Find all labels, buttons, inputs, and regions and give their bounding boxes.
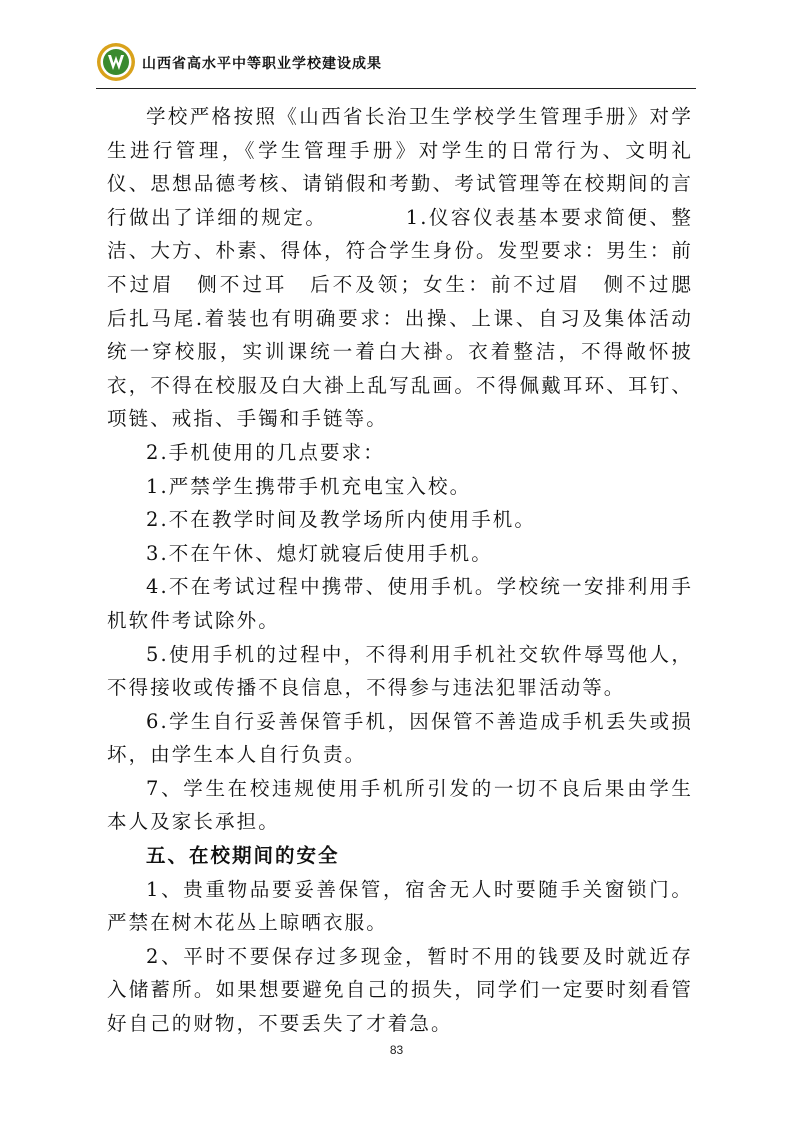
paragraph: 2、平时不要保存过多现金，暂时不用的钱要及时就近存入储蓄所。如果想要避免自己的损失，同学们一定要时刻看管好自己的财物，不要丢失了才着急。 xyxy=(107,944,693,1036)
header-divider xyxy=(96,88,696,89)
header-title: 山西省高水平中等职业学校建设成果 xyxy=(142,56,382,72)
paragraph: 5.使用手机的过程中，不得利用手机社交软件辱骂他人，不得接收或传播不良信息，不得参与违法犯罪活动等。 xyxy=(107,642,693,700)
section-heading: 五、在校期间的安全 xyxy=(146,844,340,868)
paragraph: 2.不在教学时间及教学场所内使用手机。 xyxy=(146,508,537,532)
paragraph: 学校严格按照《山西省长治卫生学校学生管理手册》对学生进行管理，《学生管理手册》对学生的日常行为、文明礼仪、思想品德考核、请销假和考勤、考试管理等在校期间的言行做出了详细的规定。 1.仪容仪表基本要求简便、整洁、大方、朴素、得体，符合学生身份。发型要求：男生：前不过眉 侧不过耳 后不及领；女生：前不过眉 侧不过腮 后扎马尾.着装也有明确要求：出操、上课、自习及集体活动统一穿校服，实训课统一着白大褂。衣着整洁，不得敞怀披衣，不得在校服及白大褂上乱写乱画。不得佩戴耳环、耳钉、项链、戒指、手镯和手链等。 xyxy=(107,105,715,431)
paragraph: 3.不在午休、熄灯就寝后使用手机。 xyxy=(146,541,493,565)
page-number: 83 xyxy=(389,1043,404,1057)
paragraph: 4.不在考试过程中携带、使用手机。学校统一安排利用手机软件考试除外。 xyxy=(107,575,693,632)
paragraph: 1、贵重物品要妥善保管，宿舍无人时要随手关窗锁门。严禁在树木花丛上晾晒衣服。 xyxy=(107,877,693,935)
paragraph: 7、学生在校违规使用手机所引发的一切不良后果由学生本人及家长承担。 xyxy=(107,776,693,834)
paragraph: 1.严禁学生携带手机充电宝入校。 xyxy=(146,474,472,498)
paragraph: 2.手机使用的几点要求： xyxy=(146,440,385,464)
page-header xyxy=(96,42,696,86)
school-logo-icon xyxy=(96,42,136,82)
document-body xyxy=(107,100,715,1041)
paragraph: 6.学生自行妥善保管手机，因保管不善造成手机丢失或损坏，由学生本人自行负责。 xyxy=(107,709,693,767)
